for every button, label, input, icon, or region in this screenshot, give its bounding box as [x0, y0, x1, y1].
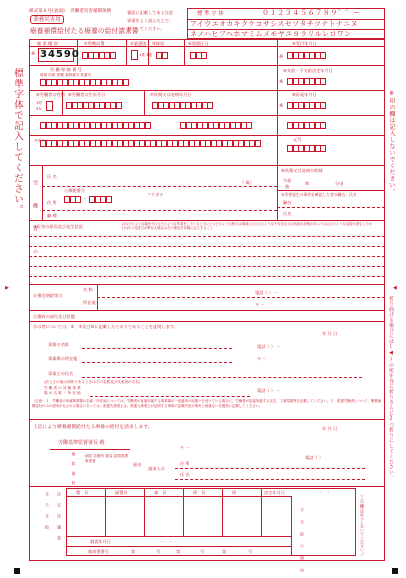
note-line2: 事項をよく読んだ上で、	[127, 18, 173, 23]
label-witness: ⑨災害発生の事実を確認した者の職名、氏名	[281, 192, 357, 197]
mark-asterisk-4: ※	[279, 103, 284, 109]
label-form-type: 帳 票 種 別	[37, 41, 58, 46]
label-recurrence: ⑧再発年月日	[292, 92, 317, 97]
via-label: 経由	[133, 462, 142, 467]
label-receipt-date: ④受付年月日	[292, 41, 317, 46]
bureau-name: 労働基準監督署長 殿	[58, 440, 105, 446]
era-cells[interactable]	[287, 145, 326, 152]
sex-male: 1男	[36, 101, 42, 105]
label-injury-date: ⑦負傷又は発病年月日	[150, 92, 192, 97]
mark-asterisk-3: ※	[279, 79, 284, 85]
label-kana: ﾌﾘｶﾞﾅ	[34, 138, 45, 143]
ministry-name: 労働者災害補償保険	[70, 9, 112, 14]
label-cause: ⑩災害の原因及び発生状況	[33, 224, 83, 229]
label-postcode: ㊤郵便番号	[64, 188, 85, 193]
label-job: 職 種	[47, 213, 57, 218]
decision-side-2: 決 定 決 議 書	[57, 492, 62, 541]
jurisdiction-cells[interactable]	[82, 52, 115, 59]
mark-asterisk-2: ※	[279, 54, 284, 60]
decision-col-line-1	[144, 488, 145, 536]
decision-header-2: 課 長	[154, 490, 167, 495]
request-text: 上記により療養補償給付たる療養の給付を請求します。	[33, 425, 153, 430]
decision-header-4: 係	[232, 490, 237, 495]
insurance-number-cells[interactable]	[40, 79, 128, 86]
label-office-name: 事業の名称	[48, 342, 69, 347]
request-date: 年 月 日	[322, 426, 338, 431]
birth-date-cells[interactable]	[66, 102, 121, 109]
hospital-zip: 〒 －	[255, 302, 265, 307]
no-mark-2: 第	[176, 549, 181, 554]
label-office-loc: 事業場の所在地	[48, 356, 78, 361]
decision-right-note: （この欄は記入しないでください。）	[360, 492, 365, 558]
decision-header-0: 署 長	[76, 490, 89, 495]
survey-date-dash: ・ ・	[160, 539, 173, 544]
label-insurance-no: 労 働 保 険 番 号	[50, 67, 82, 72]
ampm-pm: 後	[285, 184, 290, 189]
label-owner: 事業主の氏名	[48, 371, 74, 376]
category-kubun: 1業 3通	[139, 53, 152, 57]
recurrence-date-cells[interactable]	[287, 102, 326, 109]
label-sex: ⑤労働者の性別	[36, 92, 65, 97]
decision-header-1: 副署長	[115, 490, 128, 495]
fold-marker-right: ◀	[393, 285, 397, 291]
pension-date-cells[interactable]	[287, 78, 326, 85]
label-incident-time: ⑧負傷又は発病の時刻	[281, 168, 323, 173]
code-cells-c[interactable]	[287, 122, 326, 129]
postcode-cells-2[interactable]	[89, 196, 111, 203]
category-cell[interactable]	[131, 50, 138, 60]
note-line3: 記入してください。	[127, 26, 165, 31]
label-birth: ⑥労働者の生年月日	[68, 92, 106, 97]
note-line1: 裏面に記載してある注意	[127, 10, 174, 15]
label-requester-name: 氏 名	[180, 472, 190, 477]
decision-header-3: 係 長	[193, 490, 206, 495]
label-hospital-loc: 所在地	[83, 300, 96, 305]
office-zip: 〒 －	[257, 356, 267, 361]
label-address: 住 所	[47, 200, 57, 205]
caution-text: （注意）１．労働者の所属事業場の名称・所在地については、労働者が直接所属する事業場が一括適用の取扱いを受けている場合に、労働者が直接所属する支店、工事現場等を記載してください。２．派遣労働者について、療養補償給付のみの請求がなされる場合にあっては、派遣先事業主は、派遣元事業主が証明する事項の記載内容が事実と相違ない旨裏面に記載してください。	[32, 399, 382, 408]
postcode-dash: -	[84, 196, 86, 202]
nonpayment-reason-label: 不 支 給 の 理 由	[300, 508, 305, 574]
hospital-tel: 電話（ ） －	[255, 290, 279, 295]
decision-side-1: 支 不 支 給	[45, 492, 50, 530]
office-tel: 電話（ ） －	[257, 344, 281, 349]
decision-date-dash: ・ ・	[318, 490, 331, 495]
cert-corporate-note: (法人その他の団体であるときはその名称及び代表者の氏名)	[44, 380, 141, 384]
go-mark-3: 号	[248, 549, 253, 554]
standard-kana-row1: アイウエオカキクケコサシスセソタチツテトナニヌ	[190, 20, 358, 28]
request-tel: 電話（ ）	[305, 455, 324, 460]
label-dispatch-2: 場 の 名 称 ・ 所 在 地	[44, 391, 81, 395]
standard-digits: ０１２３４５６７８９゛゜ー	[262, 9, 361, 17]
mark-asterisk-1: ※	[31, 51, 36, 57]
fold-instruction: 折り曲げる場合には(◀)の所を谷に折りさらに2つ折りにしてください。	[388, 296, 394, 481]
postcode-cells[interactable]	[64, 196, 81, 203]
label-reexam-no: 復命書番号	[88, 549, 109, 554]
label-witness-job: 職名	[283, 200, 292, 205]
reserve-cells[interactable]	[156, 52, 167, 59]
form-title: 療養補償給付たる療養の給付請求書	[30, 27, 139, 35]
label-category: ②業通別	[130, 41, 147, 46]
form-type-code: 34590	[40, 49, 80, 60]
label-survey-date: 調査年月日	[90, 539, 111, 544]
ampm-am: 午前	[283, 178, 292, 183]
no-mark-1: 第	[131, 549, 136, 554]
label-witness-name: 氏名	[283, 211, 292, 216]
label-hospital-name: 名 称	[83, 287, 93, 292]
left-instruction: 標準字体で記入してください。	[12, 68, 23, 215]
dispatch-tel: 電話（ ） －	[257, 388, 281, 393]
label-injury-part: ⑫傷病の部位及び状態	[33, 314, 75, 319]
receipt-date-cells[interactable]	[287, 52, 326, 59]
decision-col-line-4	[261, 488, 262, 536]
request-zip: 〒 －	[180, 445, 190, 450]
standard-kana-row2: ネノハヒフヘホマミムメモヤユヨラリルレロワン	[190, 30, 352, 38]
label-process: ⑥処理区分	[188, 41, 209, 46]
sex-female: 3女	[36, 107, 42, 111]
facility-kind-label: 病 院 歯 科	[72, 452, 77, 486]
standard-char-label: 標 準 字 体	[197, 11, 224, 17]
label-dispatch-1: 労 働 者 の 所 属 事 業	[44, 386, 81, 390]
right-instruction: ※印の欄は記入しないでください。	[388, 90, 395, 195]
go-mark-2: 号	[200, 549, 205, 554]
corner-mark-bl	[14, 568, 20, 574]
label-requester: 請求人の	[148, 466, 165, 471]
age-label: （ 歳）	[240, 180, 254, 185]
worker-side-label: 労 働 者 の	[32, 180, 38, 260]
cert-date: 年 月 日	[322, 331, 338, 336]
code-cells-b[interactable]	[180, 122, 252, 129]
label-pension: ⑨支給・不支給決定年月日	[283, 68, 333, 73]
label-decision-date: 決定年月日	[264, 490, 285, 495]
via-facility-types: 病院 診療所 薬局 訪問看護事業者	[85, 454, 128, 463]
corner-mark-br	[392, 568, 398, 574]
form-number: 様式第８号(表面)	[29, 9, 65, 14]
label-hour: 時	[305, 181, 310, 186]
decision-col-line-2	[183, 488, 184, 536]
go-mark-1: 号	[156, 549, 161, 554]
label-requester-address: 住 所	[180, 461, 190, 466]
label-reserve: ③保留	[152, 41, 165, 46]
kana-name-cells[interactable]	[40, 140, 260, 147]
process-cells[interactable]	[190, 52, 207, 59]
label-name: 氏 名	[47, 174, 57, 179]
code-cells-a[interactable]	[40, 122, 150, 129]
certification-text: ⑬の者については、⑤、⑦及び⑩に記載したとおりであることを証明します。	[33, 324, 178, 329]
label-hospital: ⑪指定病院等の	[33, 293, 63, 298]
cause-instructions: (あ)どのような場所で(い)どのような作業をしているときに(う)どのような物又は環境に(え)どのような不安全な又は有害な状態があって(お)どのような災害が発生したか(か)⑦と初診日が異なる場合はその理由を詳細に記入すること	[122, 222, 373, 231]
label-jurisdiction: ①管轄局署	[84, 41, 105, 46]
decision-col-line-0	[105, 488, 106, 536]
business-accident-tag: 業務災害用	[30, 15, 64, 24]
sex-cell[interactable]	[46, 101, 53, 111]
decision-col-line-3	[222, 488, 223, 536]
label-kubun-fields: 府県 所掌 管轄 基幹番号 枝番号	[40, 73, 92, 77]
fold-marker-left: ▶	[5, 285, 9, 291]
label-address-kana: フリガナ	[147, 192, 164, 197]
label-minute: 分頃	[335, 181, 344, 186]
era-label: 元号	[293, 137, 302, 142]
no-mark-3: 第	[222, 549, 227, 554]
injury-date-cells[interactable]	[152, 102, 213, 109]
